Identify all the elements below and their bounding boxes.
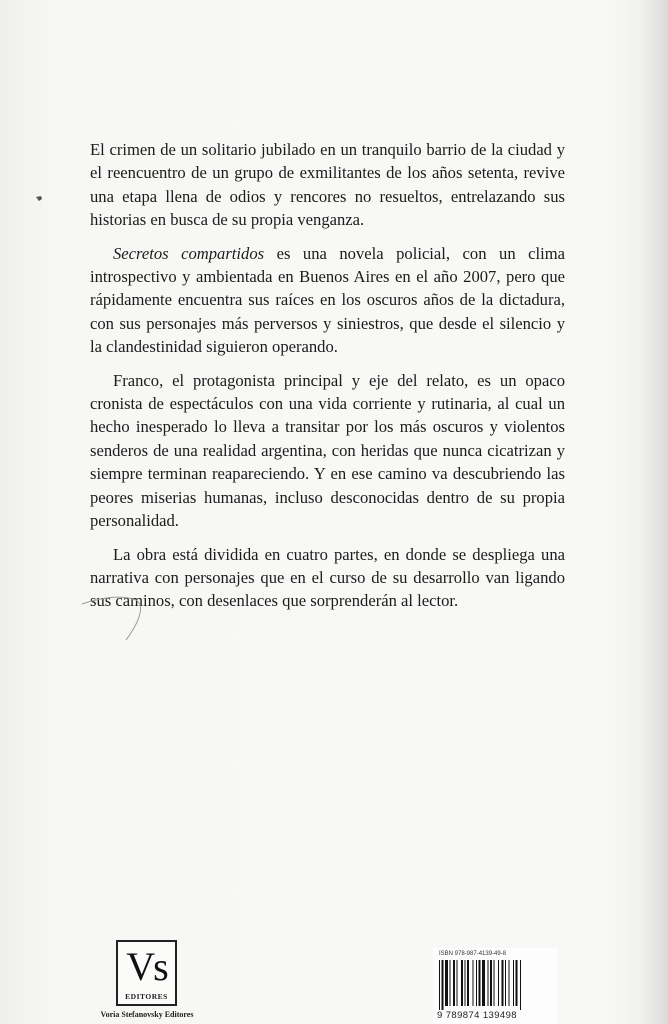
barcode-bar <box>482 960 485 1006</box>
publisher-logo <box>116 940 177 1006</box>
barcode-bar <box>502 960 504 1006</box>
logo-subtitle: EDITORES <box>125 992 168 1001</box>
book-title-italic: Secretos compartidos <box>113 243 265 263</box>
publisher-name: Voria Stefanovsky Editores <box>100 1010 194 1019</box>
barcode-bar <box>442 960 444 1010</box>
synopsis-text <box>90 138 565 623</box>
barcode-bar <box>465 960 466 1006</box>
barcode-bar <box>450 960 451 1006</box>
ink-speck <box>36 196 42 201</box>
barcode-bar <box>520 960 521 1010</box>
isbn-label: ISBN 978-987-4139-49-8 <box>439 951 507 957</box>
barcode-bar <box>445 960 448 1006</box>
barcode-bar <box>494 960 495 1006</box>
synopsis-paragraph-4: La obra está dividida en cuatro partes, en donde se despliega una narrativa con personajes que en el curso de su desarrollo van ligando sus caminos, con desenlaces que sorprenderán al lector. <box>90 544 565 611</box>
barcode-bar <box>516 960 518 1006</box>
isbn-barcode <box>433 948 558 1024</box>
barcode-bar <box>488 960 489 1006</box>
synopsis-paragraph-2 <box>90 242 565 359</box>
barcode-bar <box>473 960 474 1006</box>
barcode-digits: 9 789874 139498 <box>437 1010 517 1021</box>
synopsis-paragraph-1: El crimen de un solitario jubilado en un tranquilo barrio de la ciudad y el reencuentro de un grupo de exmilitantes de los años setenta, revive una etapa llena de odios y rencores no resueltos, entrelazando sus historias en busca de su propia venganza. <box>90 140 565 230</box>
synopsis-paragraph-3: Franco, el protagonista principal y eje del relato, es un opaco cronista de espectáculos con una vida corriente y rutinaria, al cual un hecho inesperado lo lleva a transitar por los más oscuros y violentos senderos de una realidad argentina, con heridas que nunca cicatrizan y siempre terminan reapareciendo. Y en ese camino va descubriendo las peores miserias humanas, incluso desconocidas dentro de su propia personalidad. <box>90 370 565 531</box>
logo-mark: Vs <box>126 944 167 989</box>
barcode-bar <box>509 960 510 1006</box>
barcode-bar <box>467 960 469 1006</box>
synopsis-paragraph-2-body: es una novela policial, con un clima introspectivo y ambientada en Buenos Aires en el año 2007, pero que rápidamente encuentra sus raíces en los oscuros años de la dictadura, con sus personajes más perversos y siniestros, que desde el silencio y la clandestinidad siguieron operando. <box>90 243 565 357</box>
pencil-scribble <box>80 590 150 646</box>
barcode-bar <box>461 960 463 1006</box>
barcode-bar <box>479 960 481 1006</box>
barcode-bar <box>453 960 455 1006</box>
barcode-bar <box>505 960 506 1006</box>
barcode-bar <box>513 960 514 1006</box>
barcode-bar <box>439 960 440 1010</box>
barcode-bars <box>437 960 555 1010</box>
barcode-bar <box>498 960 499 1006</box>
barcode-bar <box>490 960 492 1006</box>
page-edge-shadow <box>638 0 668 1024</box>
barcode-bar <box>457 960 458 1006</box>
barcode-bar <box>476 960 477 1006</box>
